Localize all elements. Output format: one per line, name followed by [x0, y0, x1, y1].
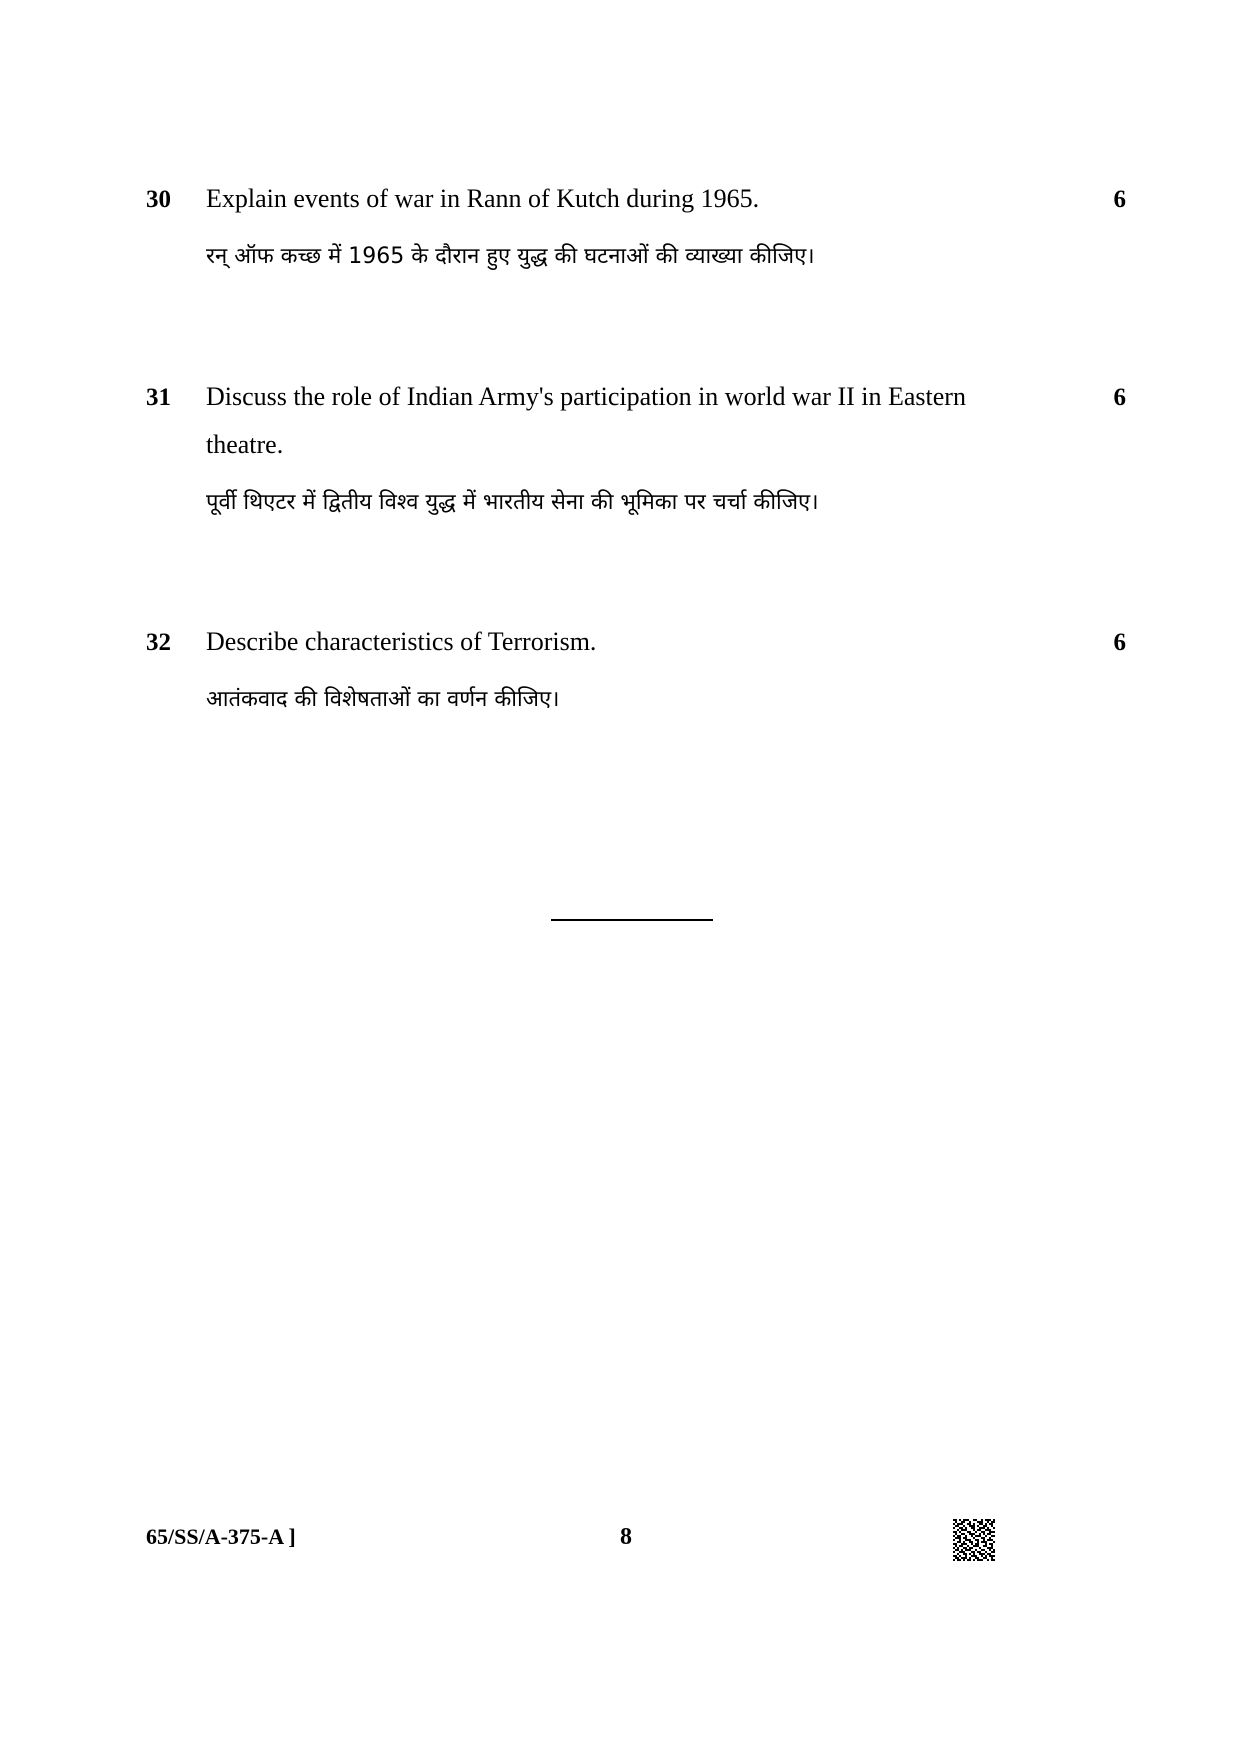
question-text-english: Explain events of war in Rann of Kutch during 1965.	[206, 184, 760, 213]
question-text-english: Discuss the role of Indian Army's participation in world war II in Eastern theatre.	[206, 382, 966, 459]
question-text-hindi: पूर्वी थिएटर में द्वितीय विश्व युद्ध में भारतीय सेना की भूमिका पर चर्चा कीजिए।	[206, 490, 819, 515]
question-text-english: Describe characteristics of Terrorism.	[206, 627, 597, 656]
question-marks: 6	[1113, 186, 1126, 213]
question-number: 32	[146, 629, 171, 656]
question-31	[146, 373, 1126, 523]
question-number: 31	[146, 384, 171, 411]
question-marks: 6	[1113, 629, 1126, 656]
question-text-hindi: आतंकवाद की विशेषताओं का वर्णन कीजिए।	[206, 687, 560, 712]
qr-code-icon	[953, 1519, 995, 1561]
end-of-paper-rule	[551, 919, 713, 921]
question-marks: 6	[1113, 384, 1126, 411]
question-number: 30	[146, 186, 171, 213]
question-32	[146, 618, 1126, 720]
question-30	[146, 175, 1126, 277]
page-number: 8	[620, 1524, 632, 1550]
question-text-hindi: रन् ऑफ कच्छ में 1965 के दौरान हुए युद्ध की घटनाओं की व्याख्या कीजिए।	[206, 244, 815, 269]
paper-code: 65/SS/A-375-A ]	[146, 1524, 296, 1549]
